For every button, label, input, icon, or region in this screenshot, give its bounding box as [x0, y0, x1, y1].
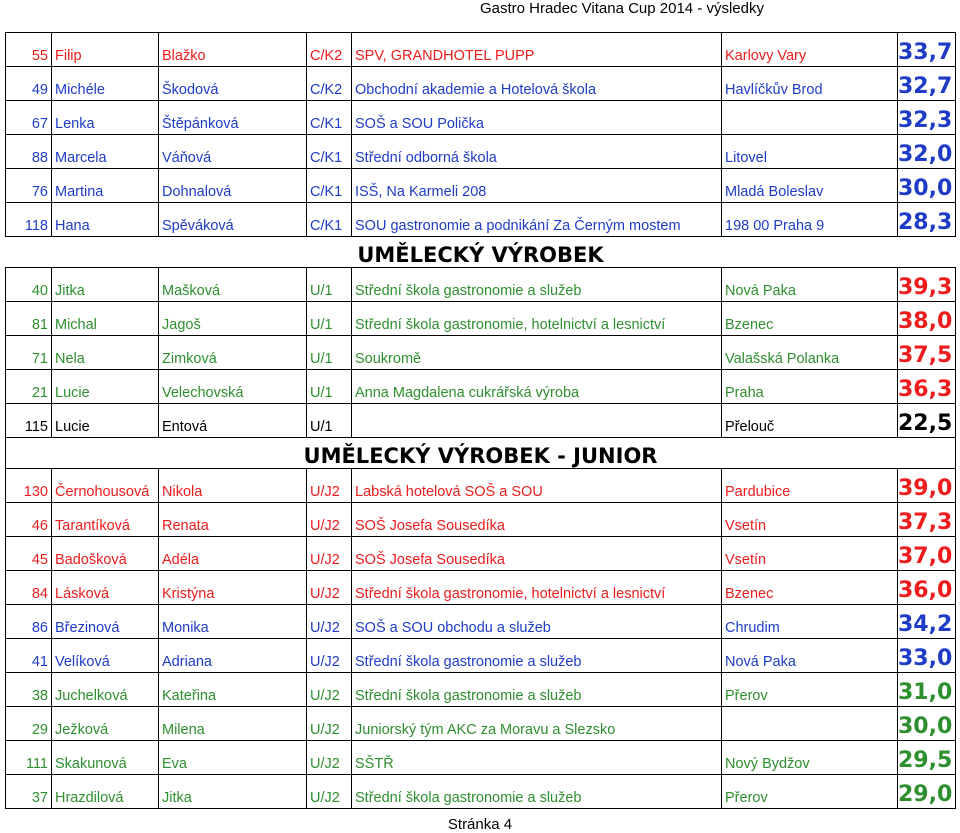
competitor-number: 130 — [6, 469, 52, 503]
last-name-cell: Jagoš — [159, 302, 307, 336]
category-cell: C/K1 — [307, 169, 352, 203]
score-cell: 31,0 — [898, 673, 956, 707]
school-cell: SOŠ a SOU Polička — [352, 101, 722, 135]
last-name-cell: Škodová — [159, 67, 307, 101]
score-cell: 37,5 — [898, 336, 956, 370]
school-cell: Soukromě — [352, 336, 722, 370]
category-cell: U/J2 — [307, 469, 352, 503]
table-row — [6, 302, 956, 336]
table-row — [6, 537, 956, 571]
last-name-cell: Adriana — [159, 639, 307, 673]
category-cell: C/K1 — [307, 101, 352, 135]
last-name-cell: Jitka — [159, 775, 307, 809]
score-cell: 29,5 — [898, 741, 956, 775]
score-cell: 36,0 — [898, 571, 956, 605]
competitor-number: 88 — [6, 135, 52, 169]
first-name-cell: Michal — [52, 302, 159, 336]
last-name-cell: Zimková — [159, 336, 307, 370]
city-cell: Vsetín — [722, 503, 898, 537]
table-row — [6, 135, 956, 169]
city-cell: Vsetín — [722, 537, 898, 571]
competitor-number: 40 — [6, 268, 52, 302]
table-row — [6, 370, 956, 404]
last-name-cell: Štěpánková — [159, 101, 307, 135]
first-name-cell: Ježková — [52, 707, 159, 741]
competitor-number: 71 — [6, 336, 52, 370]
last-name-cell: Monika — [159, 605, 307, 639]
table-row — [6, 336, 956, 370]
table-row — [6, 503, 956, 537]
city-cell: Valašská Polanka — [722, 336, 898, 370]
first-name-cell: Lucie — [52, 370, 159, 404]
table-row — [6, 639, 956, 673]
last-name-cell: Kristýna — [159, 571, 307, 605]
category-cell: U/1 — [307, 404, 352, 438]
last-name-cell: Velechovská — [159, 370, 307, 404]
school-cell: Střední škola gastronomie a služeb — [352, 639, 722, 673]
city-cell — [722, 101, 898, 135]
city-cell: 198 00 Praha 9 — [722, 203, 898, 237]
table-row — [6, 404, 956, 438]
competitor-number: 38 — [6, 673, 52, 707]
category-cell: C/K1 — [307, 135, 352, 169]
score-cell: 32,0 — [898, 135, 956, 169]
score-cell: 22,5 — [898, 404, 956, 438]
city-cell: Chrudim — [722, 605, 898, 639]
last-name-cell: Kateřina — [159, 673, 307, 707]
last-name-cell: Váňová — [159, 135, 307, 169]
competitor-number: 118 — [6, 203, 52, 237]
school-cell: Anna Magdalena cukrářská výroba — [352, 370, 722, 404]
first-name-cell: Nela — [52, 336, 159, 370]
category-cell: U/J2 — [307, 639, 352, 673]
last-name-cell: Spěváková — [159, 203, 307, 237]
first-name-cell: Juchelková — [52, 673, 159, 707]
score-cell: 39,0 — [898, 469, 956, 503]
competitor-number: 55 — [6, 33, 52, 67]
category-cell: U/J2 — [307, 571, 352, 605]
table-row — [6, 707, 956, 741]
score-cell: 36,3 — [898, 370, 956, 404]
category-cell: U/J2 — [307, 605, 352, 639]
table-row — [6, 741, 956, 775]
competitor-number: 115 — [6, 404, 52, 438]
score-cell: 38,0 — [898, 302, 956, 336]
category-cell: U/J2 — [307, 673, 352, 707]
table-row — [6, 673, 956, 707]
table-row — [6, 33, 956, 67]
category-cell: C/K1 — [307, 203, 352, 237]
first-name-cell: Březinová — [52, 605, 159, 639]
city-cell: Přerov — [722, 775, 898, 809]
category-cell: U/J2 — [307, 741, 352, 775]
competitor-number: 111 — [6, 741, 52, 775]
score-cell: 29,0 — [898, 775, 956, 809]
last-name-cell: Renata — [159, 503, 307, 537]
last-name-cell: Adéla — [159, 537, 307, 571]
first-name-cell: Michéle — [52, 67, 159, 101]
score-cell: 32,3 — [898, 101, 956, 135]
school-cell: Střední odborná škola — [352, 135, 722, 169]
city-cell: Nová Paka — [722, 639, 898, 673]
school-cell: SOŠ a SOU obchodu a služeb — [352, 605, 722, 639]
table-row — [6, 203, 956, 237]
page-footer-label: Stránka 4 — [447, 816, 513, 833]
city-cell: Havlíčkův Brod — [722, 67, 898, 101]
table-row — [6, 571, 956, 605]
school-cell: Střední škola gastronomie a služeb — [352, 775, 722, 809]
competitor-number: 41 — [6, 639, 52, 673]
score-cell: 32,7 — [898, 67, 956, 101]
last-name-cell: Milena — [159, 707, 307, 741]
school-cell: SOŠ Josefa Sousedíka — [352, 537, 722, 571]
first-name-cell: Jitka — [52, 268, 159, 302]
category-cell: C/K2 — [307, 33, 352, 67]
city-cell — [722, 707, 898, 741]
school-cell: SOŠ Josefa Sousedíka — [352, 503, 722, 537]
city-cell: Bzenec — [722, 571, 898, 605]
table-row — [6, 67, 956, 101]
last-name-cell: Mašková — [159, 268, 307, 302]
city-cell: Bzenec — [722, 302, 898, 336]
first-name-cell: Filip — [52, 33, 159, 67]
school-cell: Obchodní akademie a Hotelová škola — [352, 67, 722, 101]
school-cell: Juniorský tým AKC za Moravu a Slezsko — [352, 707, 722, 741]
school-cell: SŠTŘ — [352, 741, 722, 775]
score-cell: 28,3 — [898, 203, 956, 237]
table-row — [6, 268, 956, 302]
school-cell: Labská hotelová SOŠ a SOU — [352, 469, 722, 503]
school-cell: Střední škola gastronomie, hotelnictví a lesnictví — [352, 302, 722, 336]
first-name-cell: Martina — [52, 169, 159, 203]
score-cell: 37,0 — [898, 537, 956, 571]
results-table-body — [6, 33, 956, 809]
city-cell: Přelouč — [722, 404, 898, 438]
category-cell: U/1 — [307, 302, 352, 336]
city-cell: Přerov — [722, 673, 898, 707]
last-name-cell: Blažko — [159, 33, 307, 67]
city-cell: Litovel — [722, 135, 898, 169]
table-row — [6, 775, 956, 809]
category-cell: U/J2 — [307, 537, 352, 571]
table-row — [6, 605, 956, 639]
last-name-cell: Nikola — [159, 469, 307, 503]
category-cell: U/J2 — [307, 775, 352, 809]
score-cell: 33,7 — [898, 33, 956, 67]
category-cell: C/K2 — [307, 67, 352, 101]
first-name-cell: Černohousová — [52, 469, 159, 503]
section-heading-row — [6, 438, 956, 469]
score-cell: 39,3 — [898, 268, 956, 302]
last-name-cell: Eva — [159, 741, 307, 775]
score-cell: 30,0 — [898, 707, 956, 741]
school-cell: SOU gastronomie a podnikání Za Černým mostem — [352, 203, 722, 237]
first-name-cell: Lucie — [52, 404, 159, 438]
section-heading: UMĚLECKÝ VÝROBEK — [357, 243, 604, 267]
competitor-number: 29 — [6, 707, 52, 741]
page-header-title: Gastro Hradec Vitana Cup 2014 - výsledky — [479, 0, 764, 17]
city-cell: Praha — [722, 370, 898, 404]
first-name-cell: Lásková — [52, 571, 159, 605]
first-name-cell: Marcela — [52, 135, 159, 169]
category-cell: U/J2 — [307, 707, 352, 741]
school-cell: Střední škola gastronomie a služeb — [352, 268, 722, 302]
last-name-cell: Dohnalová — [159, 169, 307, 203]
section-heading: UMĚLECKÝ VÝROBEK - JUNIOR — [6, 438, 956, 469]
category-cell: U/1 — [307, 268, 352, 302]
score-cell: 33,0 — [898, 639, 956, 673]
competitor-number: 45 — [6, 537, 52, 571]
competitor-number: 37 — [6, 775, 52, 809]
first-name-cell: Hana — [52, 203, 159, 237]
school-cell: Střední škola gastronomie, hotelnictví a lesnictví — [352, 571, 722, 605]
competitor-number: 67 — [6, 101, 52, 135]
first-name-cell: Hrazdilová — [52, 775, 159, 809]
competitor-number: 49 — [6, 67, 52, 101]
score-cell: 34,2 — [898, 605, 956, 639]
city-cell: Mladá Boleslav — [722, 169, 898, 203]
school-cell: ISŠ, Na Karmeli 208 — [352, 169, 722, 203]
first-name-cell: Lenka — [52, 101, 159, 135]
table-row — [6, 169, 956, 203]
city-cell: Nový Bydžov — [722, 741, 898, 775]
competitor-number: 21 — [6, 370, 52, 404]
city-cell: Pardubice — [722, 469, 898, 503]
school-cell: Střední škola gastronomie a služeb — [352, 673, 722, 707]
table-row — [6, 101, 956, 135]
city-cell: Karlovy Vary — [722, 33, 898, 67]
school-cell — [352, 404, 722, 438]
first-name-cell: Skakunová — [52, 741, 159, 775]
category-cell: U/1 — [307, 370, 352, 404]
first-name-cell: Tarantíková — [52, 503, 159, 537]
last-name-cell: Entová — [159, 404, 307, 438]
school-cell: SPV, GRANDHOTEL PUPP — [352, 33, 722, 67]
competitor-number: 46 — [6, 503, 52, 537]
first-name-cell: Badošková — [52, 537, 159, 571]
score-cell: 30,0 — [898, 169, 956, 203]
section-heading-row — [6, 237, 956, 268]
category-cell: U/1 — [307, 336, 352, 370]
category-cell: U/J2 — [307, 503, 352, 537]
competitor-number: 86 — [6, 605, 52, 639]
table-row — [6, 469, 956, 503]
score-cell: 37,3 — [898, 503, 956, 537]
results-table — [5, 32, 956, 809]
competitor-number: 84 — [6, 571, 52, 605]
competitor-number: 76 — [6, 169, 52, 203]
city-cell: Nová Paka — [722, 268, 898, 302]
competitor-number: 81 — [6, 302, 52, 336]
first-name-cell: Velíková — [52, 639, 159, 673]
